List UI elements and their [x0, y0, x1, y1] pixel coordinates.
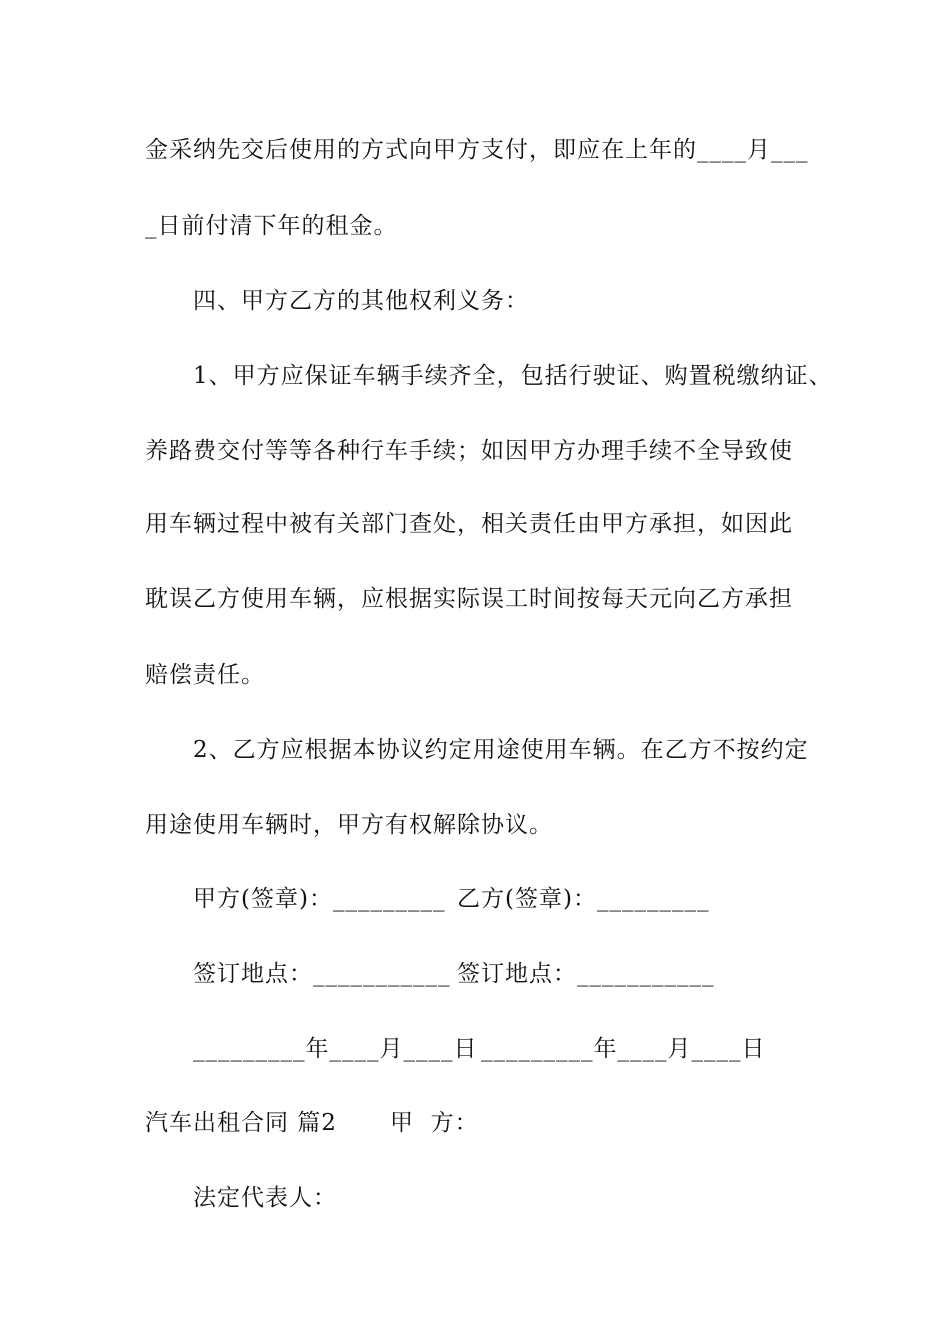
- paragraph-line: 用途使用车辆时，甲方有权解除协议。: [145, 812, 553, 838]
- paragraph-line: 耽误乙方使用车辆，应根据实际误工时间按每天元向乙方承担: [145, 586, 793, 612]
- section-heading: 四、甲方乙方的其他权利义务：: [193, 288, 529, 314]
- contract-title: 汽车出租合同 篇2: [145, 1110, 337, 1136]
- party-a-place-field: 签订地点：___________: [193, 961, 451, 987]
- paragraph-line: 金采纳先交后使用的方式向甲方支付，即应在上年的____月___: [145, 137, 809, 163]
- party-a-date-field: _________年____月____日: [193, 1036, 478, 1062]
- paragraph-line: _日前付清下年的租金。: [145, 213, 398, 239]
- paragraph-line: 养路费交付等等各种行车手续；如因甲方办理手续不全导致使: [145, 438, 793, 464]
- party-a-seal-field: 甲方(签章)：_________: [193, 886, 446, 912]
- paragraph-line: 1、甲方应保证车辆手续齐全，包括行驶证、购置税缴纳证、: [193, 363, 833, 389]
- party-a-label: 甲 方：: [390, 1110, 479, 1136]
- party-b-date-field: _________年____月____日: [481, 1036, 766, 1062]
- paragraph-line: 用车辆过程中被有关部门查处，相关责任由甲方承担，如因此: [145, 511, 793, 537]
- party-b-place-field: 签订地点：___________: [457, 961, 715, 987]
- paragraph-line: 赔偿责任。: [145, 662, 265, 688]
- paragraph-line: 2、乙方应根据本协议约定用途使用车辆。在乙方不按约定: [193, 737, 809, 763]
- party-b-seal-field: 乙方(签章)：_________: [457, 886, 710, 912]
- legal-representative-label: 法定代表人：: [193, 1185, 337, 1211]
